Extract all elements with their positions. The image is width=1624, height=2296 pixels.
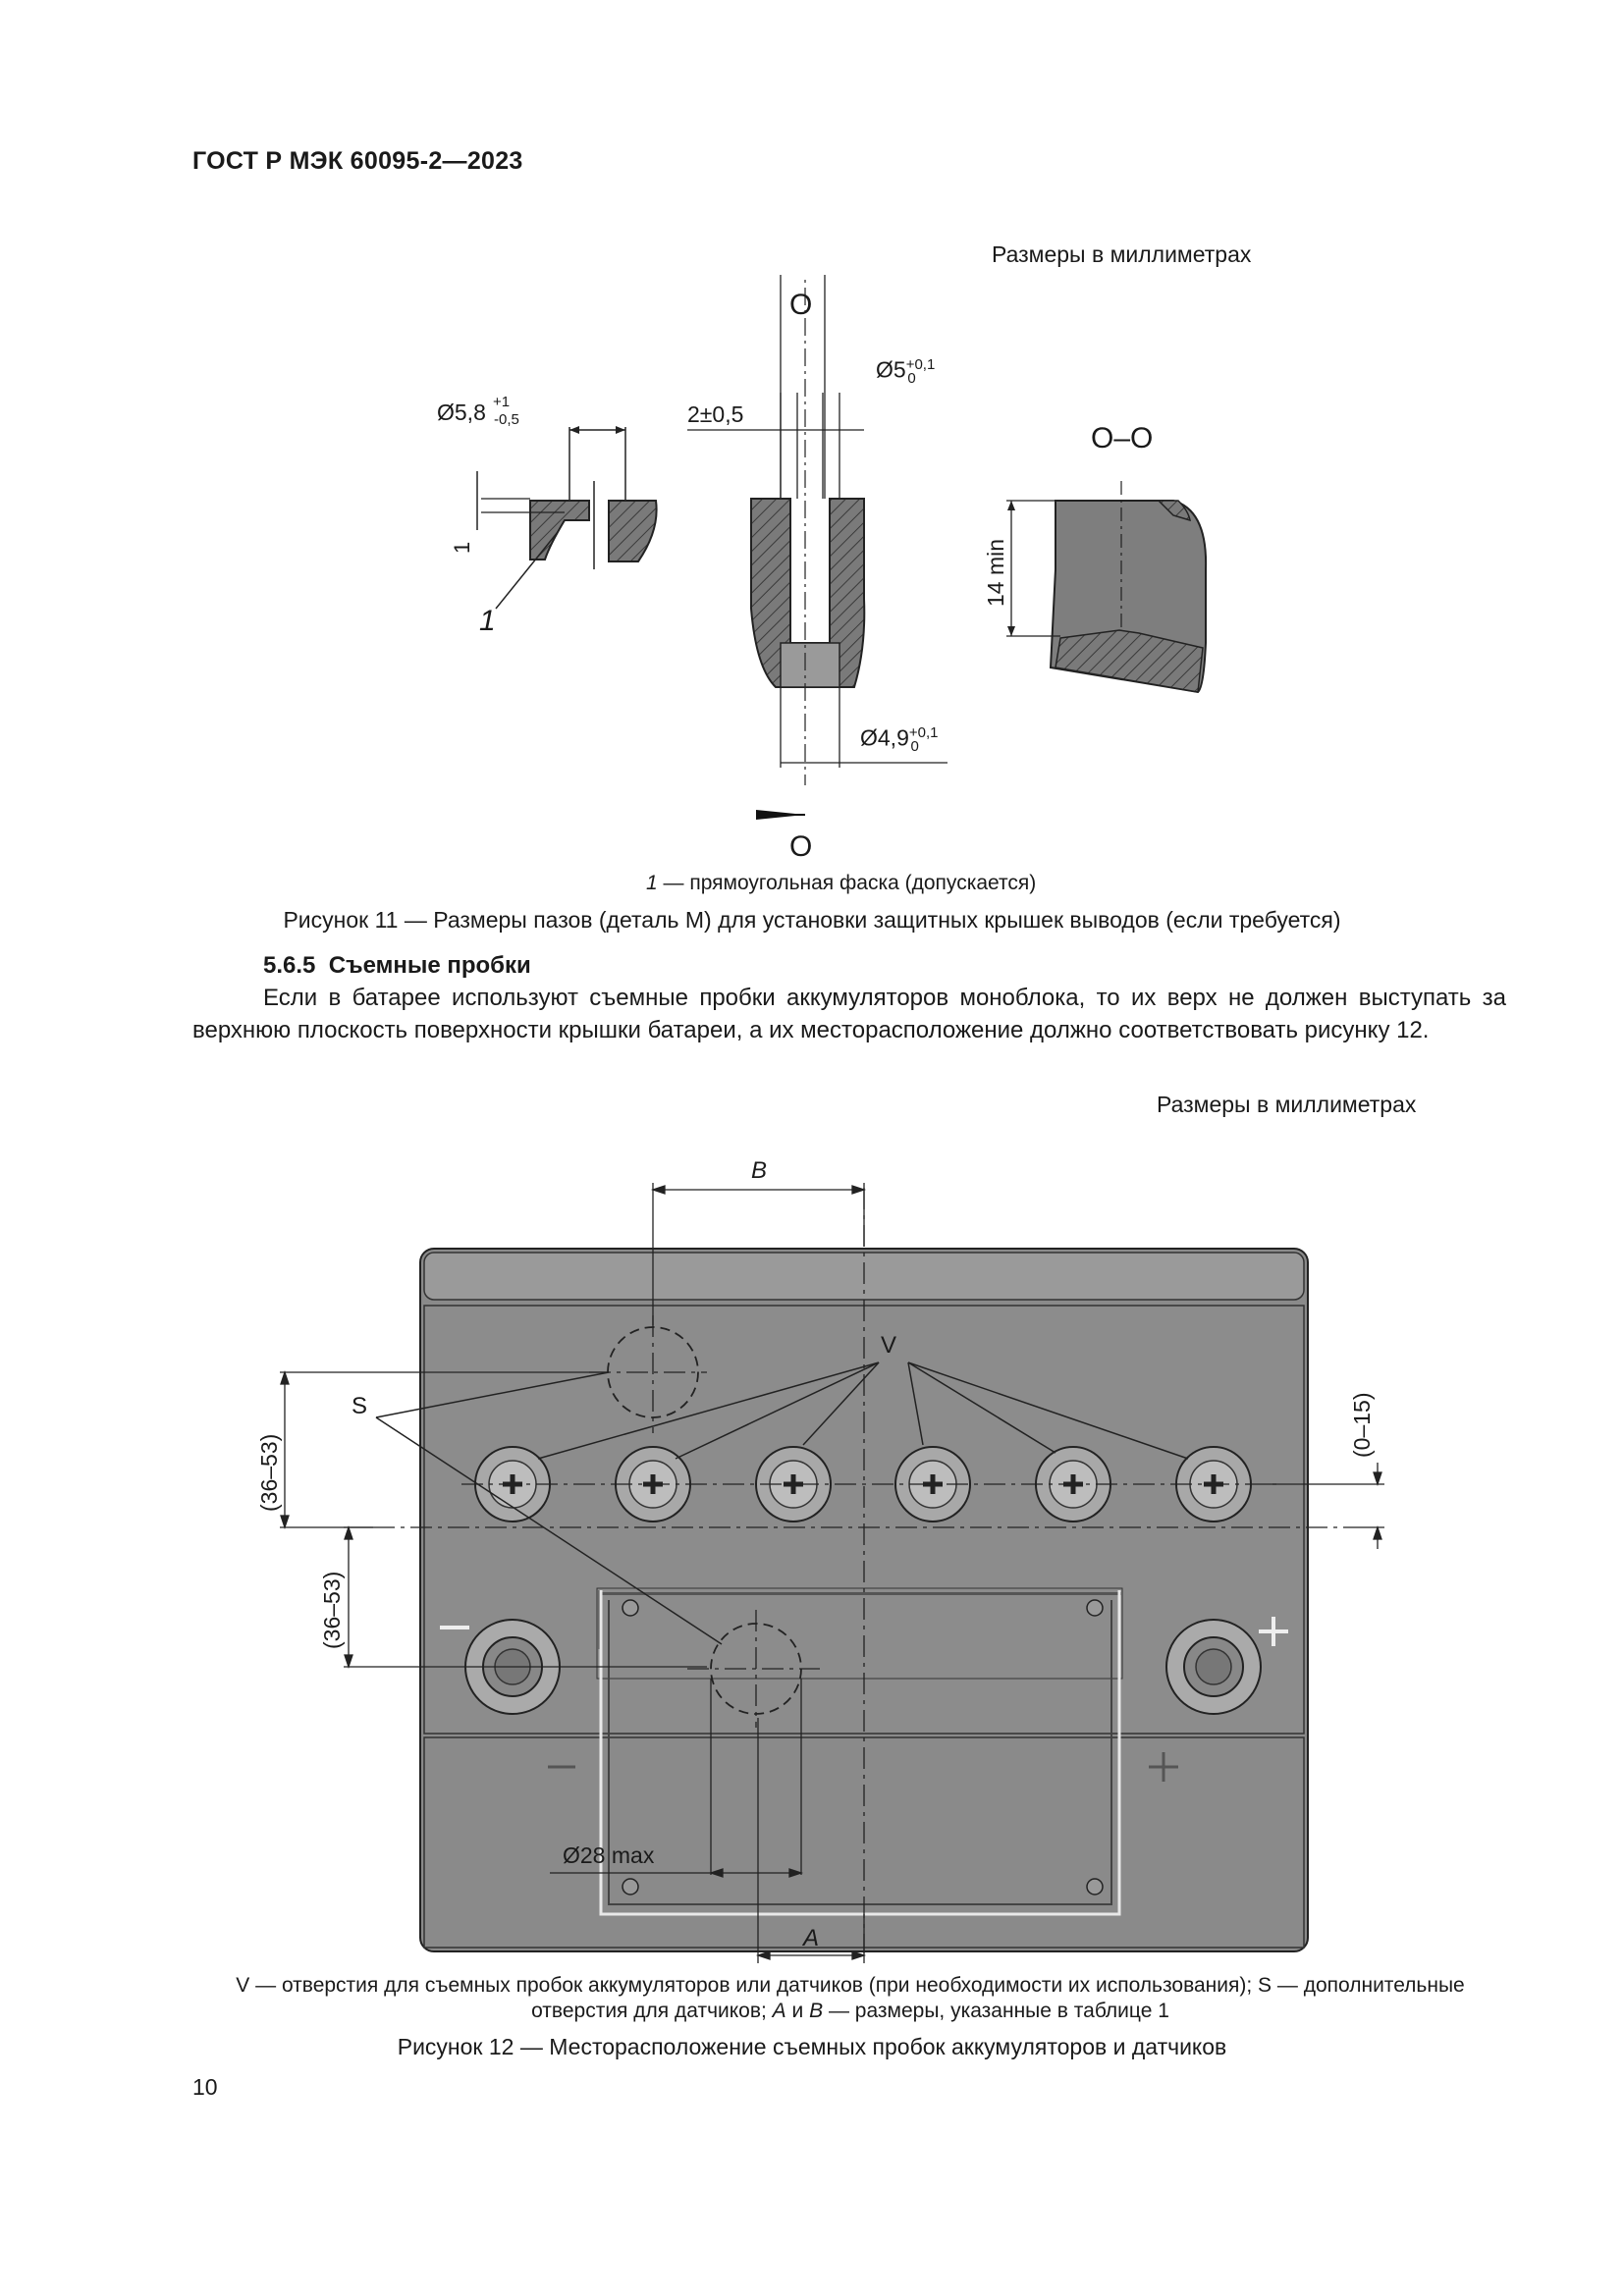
v-label: V xyxy=(881,1332,897,1359)
width-2-label: 2±0,5 xyxy=(687,401,744,427)
section-heading: 5.6.5 Съемные пробки xyxy=(263,952,531,979)
section-view-title: О–О xyxy=(1091,422,1154,454)
callout-1-label: 1 xyxy=(479,605,496,637)
range-left-bottom-label: (36–53) xyxy=(319,1571,345,1649)
figure11-drawing xyxy=(0,275,1624,883)
page-number: 10 xyxy=(192,2074,218,2100)
diam-49-label: $Ø4,9^{+0,1}_0$ xyxy=(860,724,939,756)
figure11-legend: 1 — прямоугольная фаска (допускается) xyxy=(646,872,1037,894)
figure11-caption: Рисунок 11 — Размеры пазов (деталь М) для установки защитных крышек выводов (если требуется) xyxy=(283,907,1341,933)
figure12-legend-line1: V — отверстия для съемных пробок аккумуляторов или датчиков (при необходимости их использования); S — дополнительные xyxy=(236,1974,1465,1997)
diam-58-label: Ø5,8 xyxy=(437,400,486,425)
dim-b-label: B xyxy=(751,1157,768,1184)
section-marker-top: О xyxy=(789,289,813,321)
figure11-units-note: Размеры в миллиметрах xyxy=(992,241,1252,267)
figure12-drawing xyxy=(0,1129,1624,1973)
figure12-units-note: Размеры в миллиметрах xyxy=(1157,1092,1417,1117)
figure12-legend-line2: отверстия для датчиков; A и B — размеры, указанные в таблице 1 xyxy=(531,2000,1169,2022)
dim-a-label: A xyxy=(803,1925,820,1951)
section-paragraph: Если в батарее используют съемные пробки аккумуляторов моноблока, то их верх не должен выступать за верхнюю плоскость поверхности крышки батареи, а их месторасположение должно соответствовать рисунку 12. xyxy=(192,985,1506,1043)
range-left-top-label: (36–53) xyxy=(256,1433,282,1512)
section-marker-bottom: О xyxy=(789,830,813,863)
dim-1-label: 1 xyxy=(450,541,474,554)
figure12-caption: Рисунок 12 — Месторасположение съемных пробок аккумуляторов и датчиков xyxy=(397,2034,1227,2059)
diam-58-tol-down: -0,5 xyxy=(494,411,519,428)
height-14-label: 14 min xyxy=(983,538,1008,607)
document-header: ГОСТ Р МЭК 60095-2—2023 xyxy=(192,147,523,175)
diam-5-label: $Ø5^{+0,1}_0$ xyxy=(876,356,936,388)
range-right-label: (0–15) xyxy=(1349,1392,1375,1458)
chamfer-detail xyxy=(477,426,657,609)
section-view-oo xyxy=(1006,481,1206,692)
s-label: S xyxy=(352,1393,368,1419)
diam-28-label: Ø28 max xyxy=(563,1842,655,1868)
diam-58-tol-up: +1 xyxy=(493,394,511,410)
